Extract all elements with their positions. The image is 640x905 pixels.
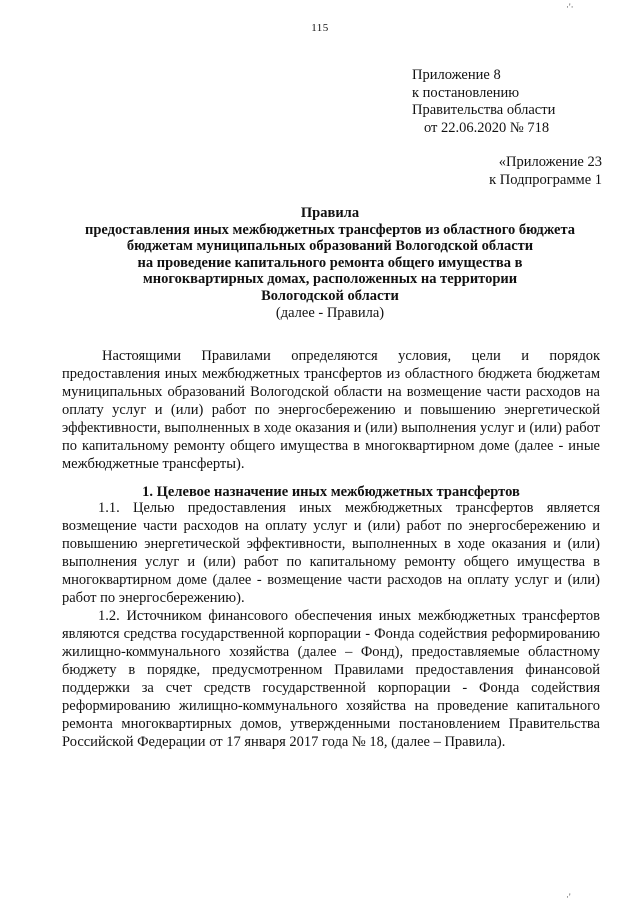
scan-mark-bottom: ·' — [566, 892, 571, 902]
section-heading: 1. Целевое назначение иных межбюджетных трансфертов — [142, 484, 520, 500]
appendix-date-line: от 22.06.2020 № 718 — [424, 119, 550, 136]
intro-section — [62, 347, 600, 473]
appendix-sub-header — [489, 153, 602, 189]
title-line: бюджетам муниципальных образований Вологодской области — [126, 238, 534, 255]
intro-paragraph: Настоящими Правилами определяются условия, цели и порядок предоставления иных межбюджетных трансфертов из областного бюджета бюджетам муниципальных образований Вологодской области на возмещение части расходов на оплату услуг и (или) работ по энергосбережению и повышению энергетической эффективности, выполненных в ходе оказания и (или) выполнения услуг и (или) работ по капитальному ремонту общего имущества в многоквартирном доме (далее - иные межбюджетные трансферты). — [62, 348, 600, 472]
title-line: Правила — [300, 205, 360, 221]
appendix-sub-line: «Приложение 23 — [498, 154, 602, 170]
title-line: многоквартирных домах, расположенных на территории — [142, 271, 518, 288]
title-line: Вологодской области — [261, 287, 399, 304]
paragraph-1-1: 1.1. Целью предоставления иных межбюджетных трансфертов является возмещение части расходов на оплату услуг и (или) работ по энергосбережению и повышению энергетической эффективности, выполненных в ходе оказания и (или) выполнения услуг и (или) работ по капитальному ремонту общего имущества в многоквартирном доме (далее - возмещение части расходов на оплату услуг и (или) работ по энергосбережению). — [62, 500, 600, 606]
document-title — [60, 205, 600, 321]
appendix-line: Правительства области — [412, 102, 556, 118]
title-line: на проведение капитального ремонта общего имущества в — [137, 254, 523, 271]
appendix-line: Приложение 8 — [412, 67, 501, 83]
title-subline: (далее - Правила) — [275, 304, 385, 321]
appendix-sub-line: к Подпрограмме 1 — [489, 172, 602, 188]
section-body — [62, 499, 600, 751]
scan-mark-top: ·'· — [566, 2, 574, 12]
appendix-line: к постановлению — [412, 84, 520, 101]
page-number: 115 — [311, 22, 329, 34]
title-line: предоставления иных межбюджетных трансфертов из областного бюджета — [85, 221, 575, 238]
appendix-header — [412, 67, 555, 137]
paragraph-1-2: 1.2. Источником финансового обеспечения иных межбюджетных трансфертов являются средства государственной корпорации - Фонда содействия реформированию жилищно-коммунального хозяйства (далее – Фонд), предоставляемые областному бюджету в порядке, предусмотренном Правилами предоставления финансовой поддержки за счет средств государственной корпорации - Фонда содействия реформированию жилищно-коммунального хозяйства на проведение капитального ремонта многоквартирных домов, утвержденными постановлением Правительства Российской Федерации от 17 января 2017 года № 18, (далее – Правила). — [62, 608, 600, 750]
